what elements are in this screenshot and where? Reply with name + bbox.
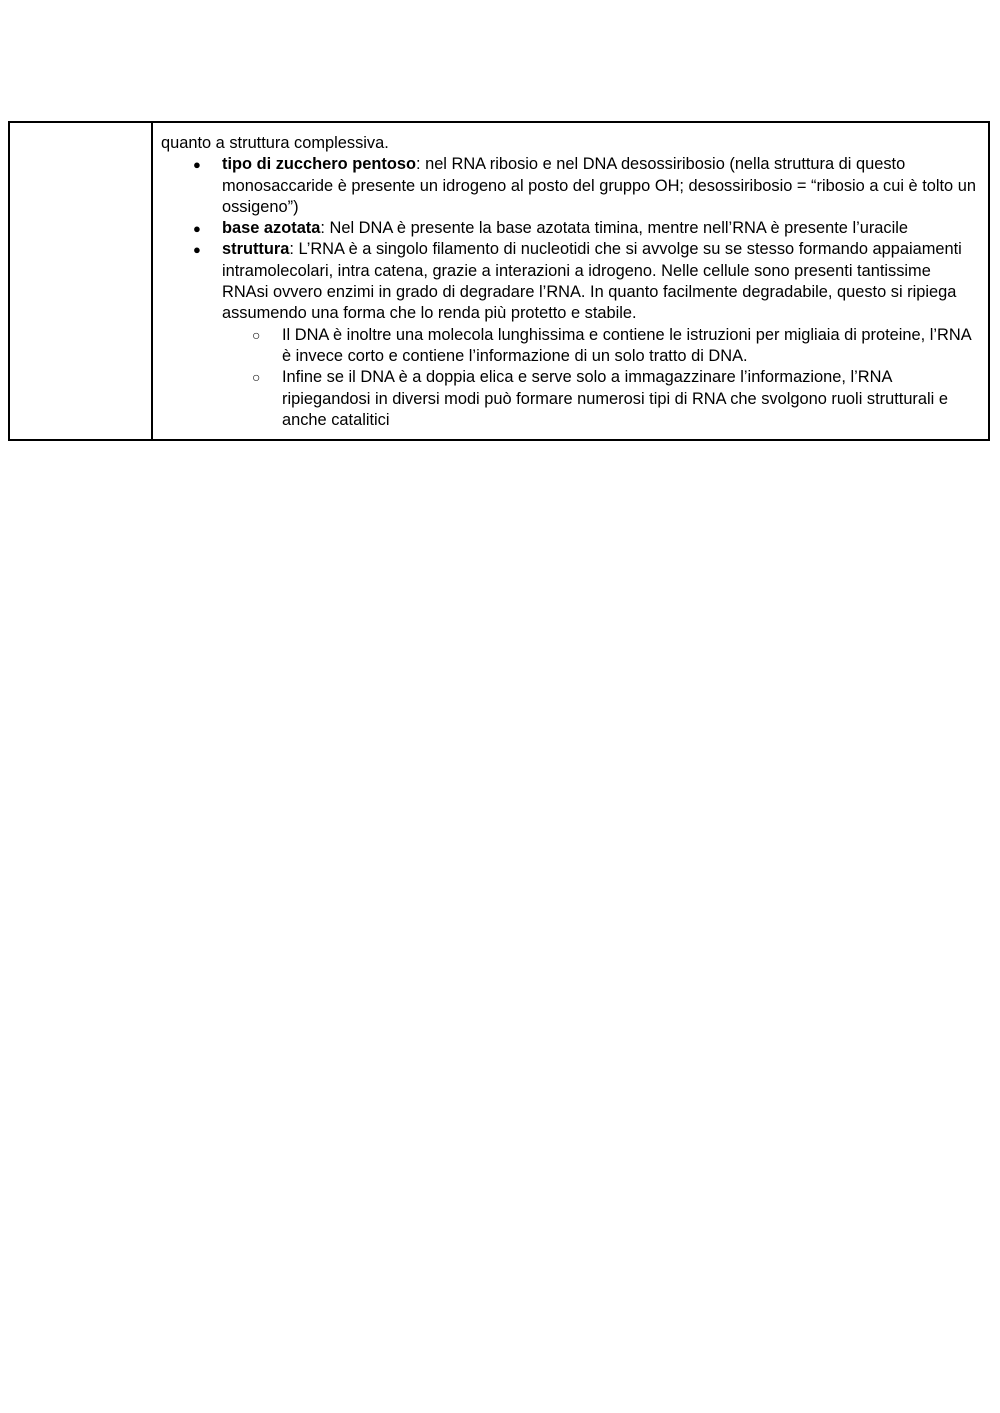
table-row: [9, 122, 989, 440]
item-text: : nel RNA ribosio e nel DNA desossiribosio (nella struttura di questo monosaccaride è presente un idrogeno al posto del gruppo OH; desossiribosio = “ribosio a cui è tolto un ossigeno”): [222, 155, 976, 216]
sub-list-item: [252, 367, 980, 431]
intro-text: quanto a struttura complessiva.: [161, 134, 389, 152]
term-label: struttura: [222, 240, 290, 259]
table-cell-content: [152, 122, 989, 440]
item-text: : Nel DNA è presente la base azotata timina, mentre nell’RNA è presente l’uracile: [320, 219, 909, 238]
list-item-structure: [193, 239, 980, 431]
item-text: : L’RNA è a singolo filamento di nucleotidi che si avvolge su se stesso formando appaiamenti intramolecolari, intra catena, grazie a interazioni a idrogeno. Nelle cellule sono presenti tantissime RNAsi ovvero enzimi in grado di degradare l’RNA. In quanto facilmente degradabile, questo si ripiega assumendo una forma che lo renda più protetto e stabile.: [222, 240, 962, 323]
sub-bullet-list: [222, 325, 980, 431]
list-item-sugar: [193, 154, 980, 218]
bullet-icon: ●: [193, 157, 201, 173]
term-label: tipo di zucchero pentoso: [222, 155, 416, 174]
content-table: [8, 121, 990, 441]
sub-item-text: Infine se il DNA è a doppia elica e serve solo a immagazzinare l’informazione, l’RNA ripiegandosi in diversi modi può formare numerosi tipi di RNA che svolgono ruoli strutturali e anche catalitici: [282, 368, 948, 429]
table-cell-empty: [9, 122, 152, 440]
bullet-list: [161, 154, 980, 431]
bullet-icon: ●: [193, 242, 201, 258]
sub-list-item: [252, 325, 980, 368]
list-item-base: [193, 218, 980, 239]
term-label: base azotata: [222, 219, 321, 238]
bullet-icon: ●: [193, 221, 201, 237]
sub-bullet-icon: ○: [252, 369, 261, 386]
sub-bullet-icon: ○: [252, 326, 261, 343]
sub-item-text: Il DNA è inoltre una molecola lunghissima e contiene le istruzioni per migliaia di proteine, l’RNA è invece corto e contiene l’informazione di un solo tratto di DNA.: [282, 325, 971, 365]
